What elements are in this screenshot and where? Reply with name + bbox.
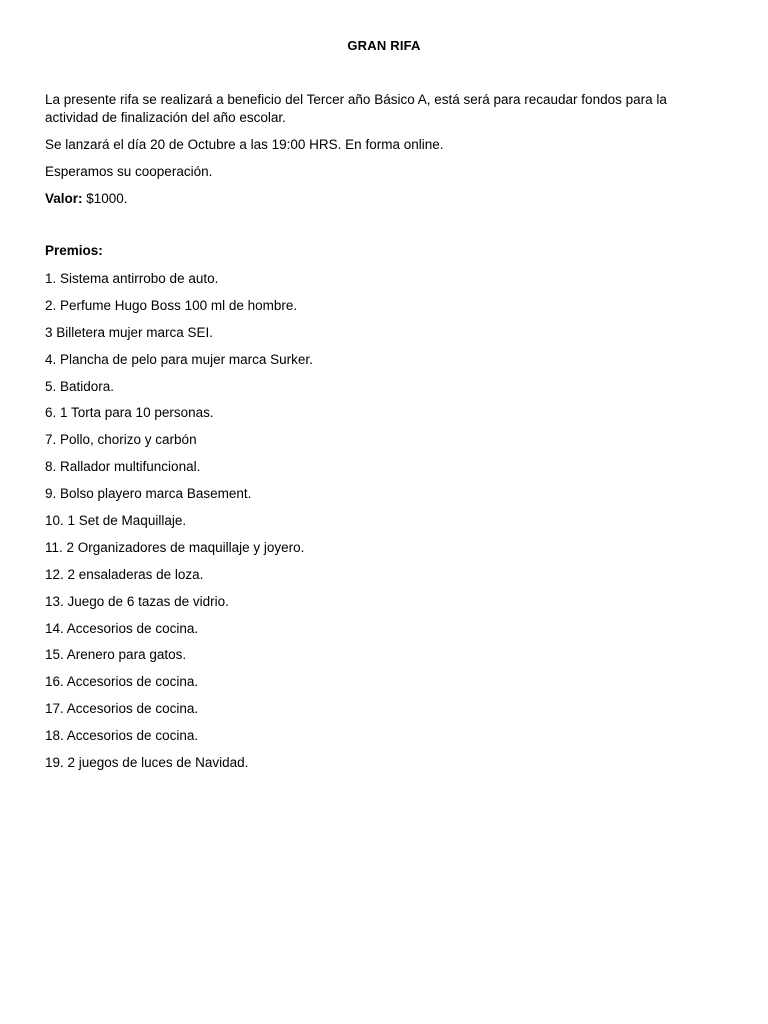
prize-item: 14. Accesorios de cocina. [45, 620, 199, 636]
prize-item: 18. Accesorios de cocina. [45, 728, 199, 744]
value-amount: $1000. [82, 191, 128, 206]
prize-item: 5. Batidora. [45, 378, 115, 394]
prize-item: 13. Juego de 6 tazas de vidrio. [45, 593, 229, 609]
prize-item: 3 Billetera mujer marca SEI. [45, 324, 214, 340]
prizes-heading: Premios: [45, 243, 103, 258]
prize-item: 9. Bolso playero marca Basement. [45, 486, 252, 502]
cooperation-paragraph: Esperamos su cooperación. [45, 164, 213, 179]
prize-item: 15. Arenero para gatos. [45, 647, 187, 663]
prize-item: 7. Pollo, chorizo y carbón [45, 432, 197, 448]
prize-item: 16. Accesorios de cocina. [45, 674, 199, 690]
prize-item: 19. 2 juegos de luces de Navidad. [45, 755, 249, 771]
prize-item: 4. Plancha de pelo para mujer marca Surker. [45, 351, 313, 367]
value-label: Valor: [45, 191, 83, 206]
prize-item: 11. 2 Organizadores de maquillaje y joyero. [45, 539, 305, 555]
prize-item: 6. 1 Torta para 10 personas. [45, 405, 214, 421]
value-line [45, 190, 685, 208]
document-title: GRAN RIFA [347, 38, 421, 53]
prize-item: 1. Sistema antirrobo de auto. [45, 271, 219, 286]
prize-item: 12. 2 ensaladeras de loza. [45, 566, 204, 582]
prize-item: 17. Accesorios de cocina. [45, 701, 199, 717]
prize-item: 10. 1 Set de Maquillaje. [45, 513, 187, 529]
prize-item: 2. Perfume Hugo Boss 100 ml de hombre. [45, 297, 298, 313]
launch-paragraph: Se lanzará el día 20 de Octubre a las 19:00 HRS. En forma online. [45, 137, 444, 152]
intro-paragraph: La presente rifa se realizará a beneficio del Tercer año Básico A, está será para recaudar fondos para la actividad de finalización del año escolar. [45, 92, 667, 125]
prize-item: 8. Rallador multifuncional. [45, 459, 201, 475]
prize-list [45, 270, 313, 781]
